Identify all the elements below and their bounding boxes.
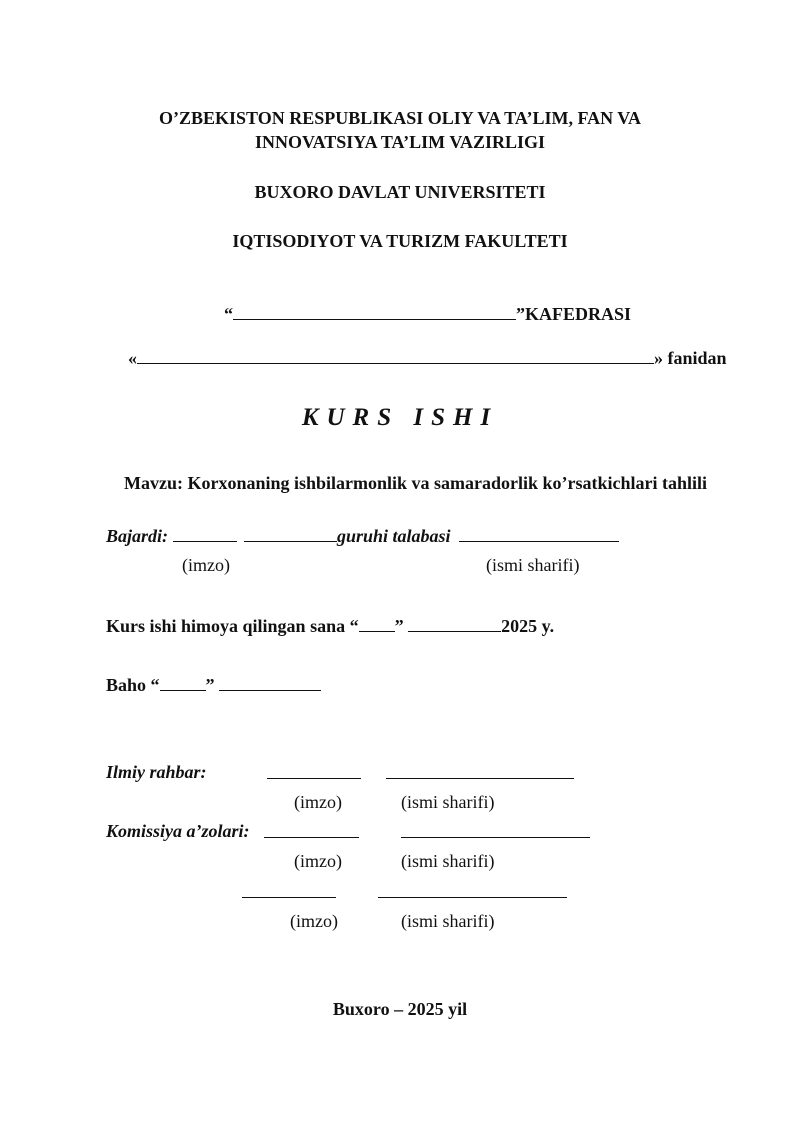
performer-signature-blank — [173, 524, 237, 542]
commission-fullname-1-caption: (ismi sharifi) — [401, 851, 495, 871]
commission-signature-2-caption: (imzo) — [290, 911, 338, 931]
grade-words-blank — [219, 673, 321, 691]
subject-line — [128, 346, 727, 369]
defense-date-mid-quote: ” — [394, 616, 404, 636]
defense-day-blank — [359, 614, 395, 632]
supervisor-signature-blank — [267, 761, 361, 779]
supervisor-fullname-caption: (ismi sharifi) — [401, 792, 495, 812]
subject-name-blank — [137, 346, 654, 364]
defense-month-blank — [408, 614, 501, 632]
subject-open-quote: « — [128, 348, 137, 368]
commission-signature-1-wrap — [264, 820, 359, 843]
performer-label: Bajardi: — [106, 526, 169, 546]
grade-score-blank — [160, 673, 206, 691]
supervisor-fullname-blank — [386, 761, 574, 779]
defense-date-line — [106, 614, 554, 637]
ministry-line-1: O’ZBEKISTON RESPUBLIKASI OLIY VA TA’LIM, FAN VA — [159, 108, 641, 128]
performer-line — [106, 524, 619, 547]
commission-fullname-2-wrap — [378, 880, 567, 903]
subject-label: » fanidan — [654, 348, 727, 368]
performer-signature-caption: (imzo) — [182, 555, 230, 575]
defense-date-label: Kurs ishi himoya qilingan sana “ — [106, 616, 359, 636]
commission-fullname-1-blank — [401, 820, 590, 838]
place-year-footer: Buxoro – 2025 yil — [332, 999, 468, 1019]
supervisor-fullname-blank-wrap — [386, 761, 574, 784]
grade-label: Baho “ — [106, 675, 160, 695]
commission-signature-1-caption: (imzo) — [294, 851, 342, 871]
document-type: KURS ISHI — [301, 404, 499, 431]
performer-fullname-caption: (ismi sharifi) — [486, 555, 580, 575]
ministry-line-2: INNOVATSIYA TA’LIM VAZIRLIGI — [254, 132, 546, 152]
commission-fullname-1-wrap — [401, 820, 590, 843]
grade-line — [106, 673, 321, 696]
group-blank — [244, 524, 337, 542]
supervisor-signature-caption: (imzo) — [294, 792, 342, 812]
grade-mid-quote: ” — [205, 675, 215, 695]
commission-signature-2-blank — [242, 880, 336, 898]
commission-fullname-2-blank — [378, 880, 567, 898]
group-student-label: guruhi talabasi — [337, 526, 451, 546]
commission-label: Komissiya a’zolari: — [106, 821, 250, 841]
department-name-blank — [233, 302, 516, 320]
supervisor-signature-blank-wrap — [267, 761, 361, 784]
commission-signature-2-wrap — [242, 880, 336, 903]
topic: Mavzu: Korxonaning ishbilarmonlik va samaradorlik ko’rsatkichlari tahlili — [124, 473, 708, 493]
department-line — [224, 302, 631, 325]
performer-fullname-blank — [459, 524, 619, 542]
department-label: ”KAFEDRASI — [516, 304, 632, 324]
faculty-name: IQTISODIYOT VA TURIZM FAKULTETI — [232, 231, 568, 251]
supervisor-label: Ilmiy rahbar: — [106, 762, 207, 782]
commission-signature-1-blank — [264, 820, 359, 838]
department-open-quote: “ — [224, 304, 233, 324]
university-name: BUXORO DAVLAT UNIVERSITETI — [254, 182, 546, 202]
defense-year: 2025 y. — [501, 616, 555, 636]
commission-fullname-2-caption: (ismi sharifi) — [401, 911, 495, 931]
